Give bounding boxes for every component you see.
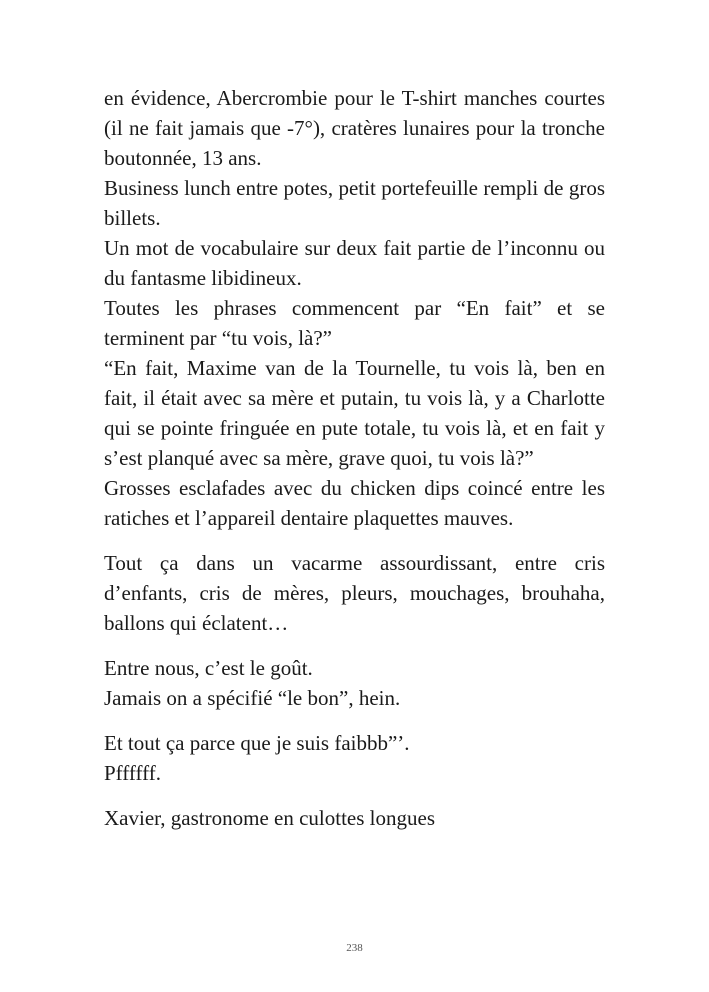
paragraph-faibbb: Et tout ça parce que je suis faibbb”’. xyxy=(104,731,410,755)
paragraph-esclafades: Grosses esclafades avec du chicken dips coincé entre les ratiches et l’appareil dentaire plaquettes mauves. xyxy=(104,476,605,530)
paragraph-phrases: Toutes les phrases commencent par “En fait” et se terminent par “tu vois, là?” xyxy=(104,296,605,350)
paragraph-pffffff: Pffffff. xyxy=(104,761,161,785)
paragraph-vocabulaire: Un mot de vocabulaire sur deux fait partie de l’inconnu ou du fantasme libidineux. xyxy=(104,236,605,290)
paragraph-business-lunch: Business lunch entre potes, petit portefeuille rempli de gros billets. xyxy=(104,176,605,230)
paragraph-vacarme: Tout ça dans un vacarme assourdissant, entre cris d’enfants, cris de mères, pleurs, mouchages, brouhaha, ballons qui éclatent… xyxy=(104,551,605,635)
paragraph-signature-xavier: Xavier, gastronome en culottes longues xyxy=(104,806,435,830)
paragraph-entre-nous: Entre nous, c’est le goût. xyxy=(104,656,313,680)
paragraph-quote-maxime: “En fait, Maxime van de la Tournelle, tu vois là, ben en fait, il était avec sa mère et putain, tu vois là, y a Charlotte qui se pointe fringuée en pute totale, tu vois là, et en fait y s’est planqué avec sa mère, grave quoi, tu vois là?” xyxy=(104,356,605,470)
page-body-text xyxy=(104,83,605,833)
page-number: 238 xyxy=(346,942,363,954)
paragraph-le-bon: Jamais on a spécifié “le bon”, hein. xyxy=(104,686,401,710)
paragraph-abercrombie: en évidence, Abercrombie pour le T-shirt manches courtes (il ne fait jamais que -7°), cratères lunaires pour la tronche boutonnée, 13 ans. xyxy=(104,86,605,170)
